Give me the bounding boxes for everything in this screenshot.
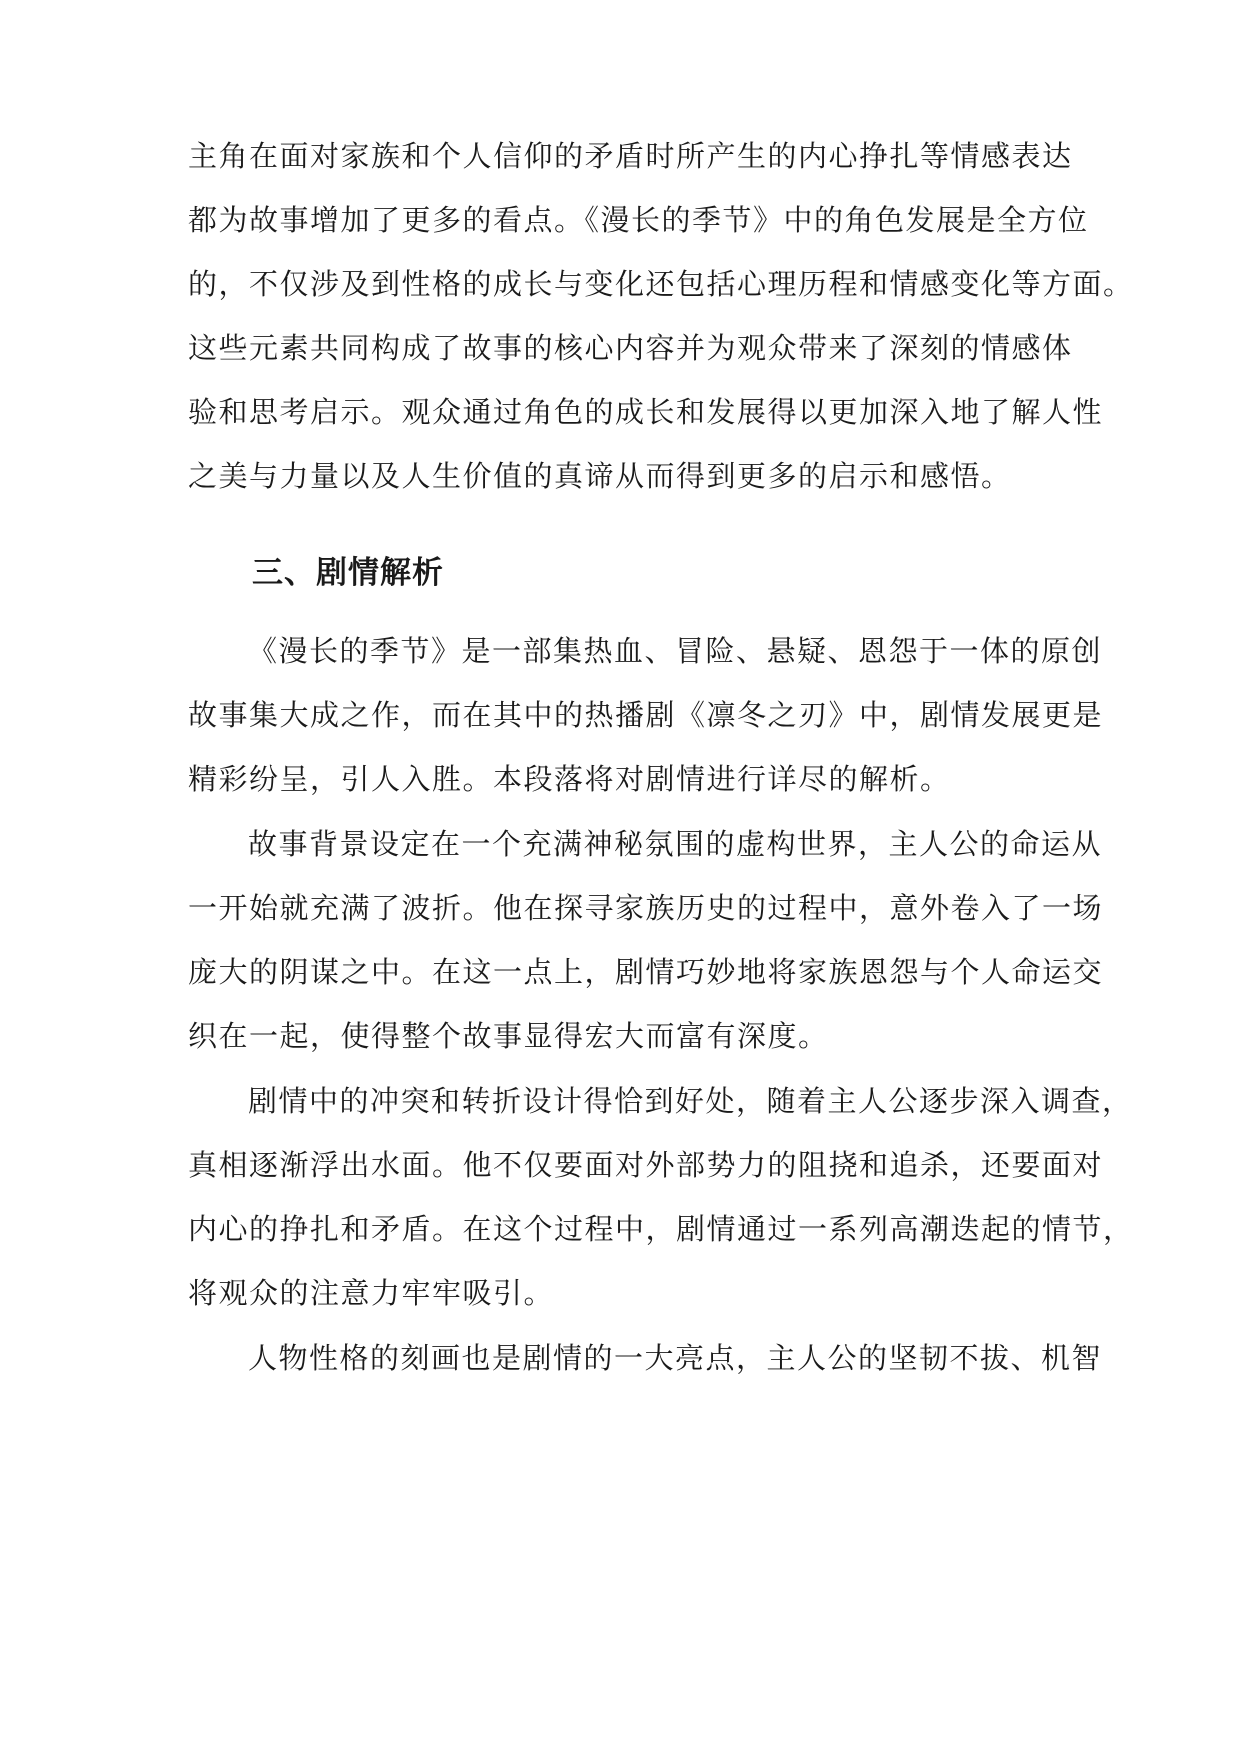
paragraph-line: 之美与力量以及人生价值的真谛从而得到更多的启示和感悟。 [188, 459, 1012, 493]
paragraph-line: 一开始就充满了波折。他在探寻家族历史的过程中，意外卷入了一场 [188, 891, 1104, 925]
section-heading: 三、剧情解析 [252, 555, 444, 591]
paragraph-line: 故事集大成之作，而在其中的热播剧《凛冬之刃》中，剧情发展更是 [188, 698, 1104, 732]
paragraph-line: 主角在面对家族和个人信仰的矛盾时所产生的内心挣扎等情感表达 [188, 139, 1073, 173]
paragraph-line: 故事背景设定在一个充满神秘氛围的虚构世界，主人公的命运从 [248, 827, 1103, 861]
paragraph-line: 这些元素共同构成了故事的核心内容并为观众带来了深刻的情感体 [188, 331, 1073, 365]
paragraph-line: 《漫长的季节》是一部集热血、冒险、悬疑、恩怨于一体的原创 [248, 634, 1103, 668]
paragraph-line: 的，不仅涉及到性格的成长与变化还包括心理历程和情感变化等方面。 [188, 267, 1134, 301]
paragraph-line: 织在一起，使得整个故事显得宏大而富有深度。 [188, 1019, 829, 1053]
paragraph-line: 都为故事增加了更多的看点。《漫长的季节》中的角色发展是全方位 [188, 203, 1089, 237]
paragraph-line: 内心的挣扎和矛盾。在这个过程中，剧情通过一系列高潮迭起的情节， [188, 1212, 1134, 1246]
paragraph-line: 真相逐渐浮出水面。他不仅要面对外部势力的阻挠和追杀，还要面对 [188, 1148, 1104, 1182]
paragraph-line: 精彩纷呈，引人入胜。本段落将对剧情进行详尽的解析。 [188, 762, 951, 796]
paragraph-line: 剧情中的冲突和转折设计得恰到好处，随着主人公逐步深入调查， [248, 1084, 1133, 1118]
paragraph-line: 验和思考启示。观众通过角色的成长和发展得以更加深入地了解人性 [188, 395, 1104, 429]
paragraph-line: 人物性格的刻画也是剧情的一大亮点，主人公的坚韧不拔、机智 [248, 1341, 1103, 1375]
paragraph-line: 庞大的阴谋之中。在这一点上，剧情巧妙地将家族恩怨与个人命运交 [188, 955, 1104, 989]
paragraph-line: 将观众的注意力牢牢吸引。 [188, 1276, 555, 1310]
